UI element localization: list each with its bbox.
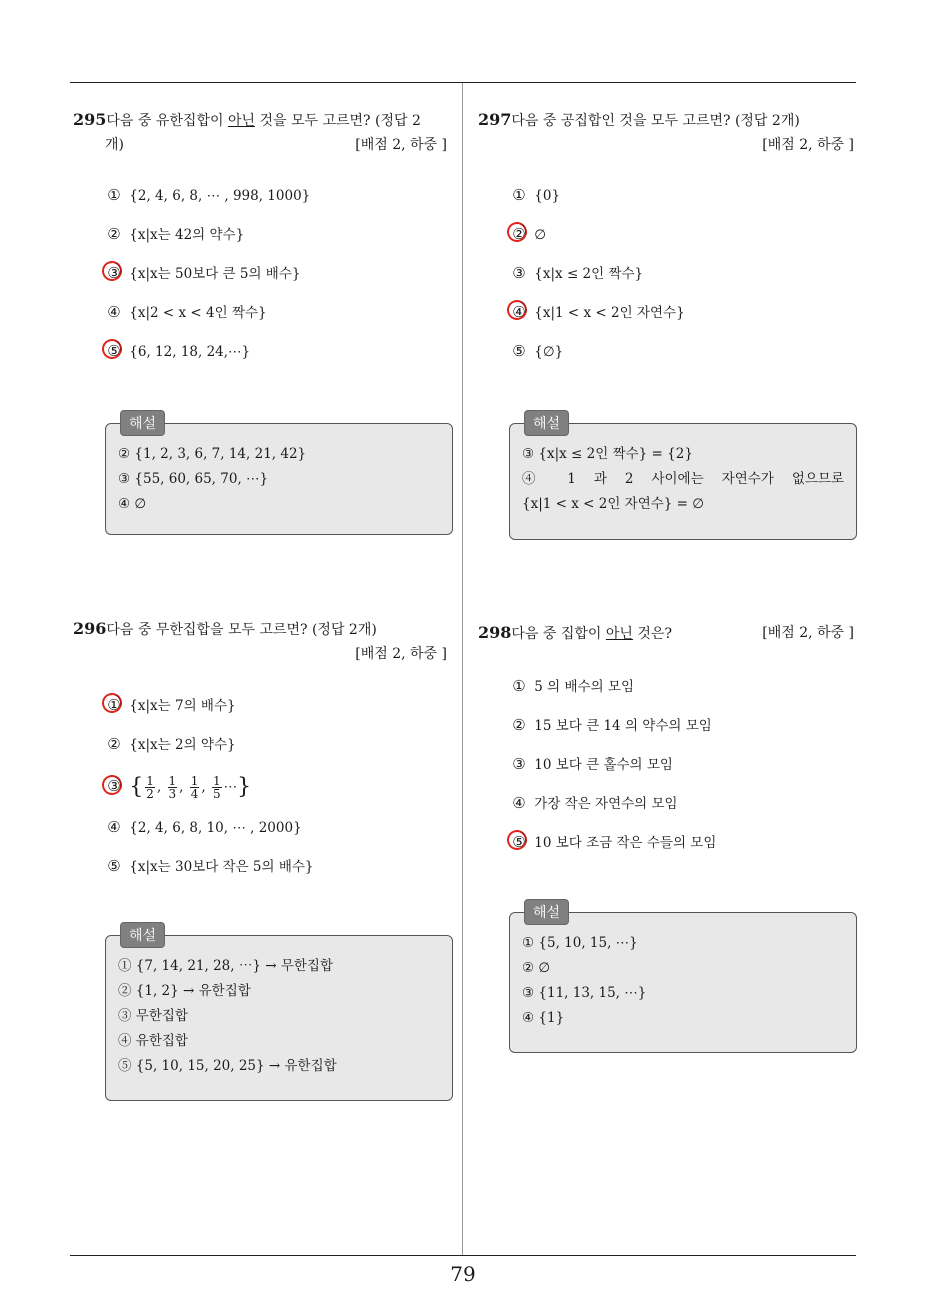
question-298 <box>478 621 854 851</box>
choice-mark-wrap <box>508 221 530 247</box>
question-number: 295 <box>73 110 107 129</box>
answer-circle-icon <box>99 336 126 363</box>
choice-mark-wrap <box>103 338 125 364</box>
ellipsis: ⋯ <box>223 779 238 795</box>
choice-mark-wrap <box>103 260 125 286</box>
page-number: 79 <box>450 1262 476 1286</box>
explanation-line: ① {7, 14, 21, 28, ⋯} → 무한집합 <box>118 958 333 974</box>
choice-2[interactable] <box>508 712 712 738</box>
question-header <box>478 108 854 133</box>
fraction <box>168 775 178 800</box>
choice-mark: ⑤ <box>512 833 526 851</box>
answer-circle-icon <box>504 219 531 246</box>
choice-text: {x|x는 2의 약수} <box>129 737 236 753</box>
explanation-line: ⑤ {5, 10, 15, 20, 25} → 유한집합 <box>118 1058 337 1074</box>
choice-mark: ② <box>107 225 121 243</box>
choice-mark: ④ <box>512 794 526 812</box>
question-text-after: 것은? <box>632 626 672 642</box>
choice-4[interactable] <box>508 790 678 816</box>
numerator: 1 <box>168 774 177 788</box>
numerator: 1 <box>190 774 199 788</box>
choice-text: {x|2 < x < 4인 짝수} <box>129 305 267 321</box>
explanation-line: ③ 무한집합 <box>118 1008 188 1024</box>
choice-5[interactable] <box>508 829 716 855</box>
question-number: 296 <box>73 619 107 638</box>
choice-4[interactable] <box>508 299 685 325</box>
denominator: 3 <box>168 787 177 801</box>
question-number: 298 <box>478 623 512 642</box>
explanation-line: {x|1 < x < 2인 자연수} = ∅ <box>522 496 705 512</box>
choice-5[interactable] <box>103 853 314 879</box>
question-text: 다음 중 유한집합이 <box>106 113 228 129</box>
open-brace: { <box>129 774 144 800</box>
question-meta: [배점 2, 하중 ] <box>762 625 854 641</box>
fraction <box>145 775 155 800</box>
question-text: 다음 중 무한집합을 모두 고르면? (정답 2개) <box>106 622 377 638</box>
choice-mark-wrap <box>103 768 125 804</box>
denominator: 2 <box>146 787 154 801</box>
question-meta: [배점 2, 하중 ] <box>355 137 447 153</box>
numerator: 1 <box>146 774 154 788</box>
answer-circle-icon <box>504 827 531 854</box>
choice-mark-wrap <box>508 299 530 325</box>
choice-mark: ③ <box>512 755 526 773</box>
choice-2[interactable] <box>508 221 546 247</box>
separator: , <box>179 779 184 795</box>
choice-1[interactable] <box>508 182 560 208</box>
choice-1[interactable] <box>508 673 634 699</box>
choice-4[interactable] <box>103 814 302 840</box>
question-text-after: 것을 모두 고르면? (정답 2 <box>255 113 421 129</box>
question-header-line2 <box>73 133 453 157</box>
choice-text: 10 보다 조금 작은 수들의 모임 <box>534 835 717 851</box>
explanation-box-295 <box>105 416 453 535</box>
question-meta: [배점 2, 하중 ] <box>355 646 447 662</box>
explanation-line: ③ {11, 13, 15, ⋯} <box>522 985 647 1001</box>
denominator: 4 <box>190 787 199 801</box>
choice-text: {2, 4, 6, 8, ⋯ , 998, 1000} <box>129 188 311 204</box>
choice-mark: ② <box>512 716 526 734</box>
answer-circle-icon <box>99 690 126 717</box>
explanation-line: ① {5, 10, 15, ⋯} <box>522 935 638 951</box>
separator: , <box>201 779 206 795</box>
choice-mark: ① <box>512 677 526 695</box>
choice-mark: ① <box>107 186 121 204</box>
choice-text: {x|x는 7의 배수} <box>129 698 236 714</box>
fraction <box>190 775 200 800</box>
choice-mark: ⑤ <box>512 342 526 360</box>
bottom-rule <box>70 1255 856 1256</box>
question-text: 다음 중 집합이 <box>511 626 606 642</box>
question-296 <box>73 617 453 875</box>
choice-3[interactable] <box>103 260 300 286</box>
choice-text: {2, 4, 6, 8, 10, ⋯ , 2000} <box>129 820 302 836</box>
choice-text: {x|x는 30보다 작은 5의 배수} <box>129 859 314 875</box>
explanation-line: ④ 유한집합 <box>118 1033 188 1049</box>
choice-text: {x|x는 50보다 큰 5의 배수} <box>129 266 301 282</box>
choice-text: ∅ <box>534 227 547 243</box>
question-text: 다음 중 공집합인 것을 모두 고르면? (정답 2개) <box>511 113 800 129</box>
question-header <box>478 621 854 646</box>
choice-text: {6, 12, 18, 24,⋯} <box>129 344 251 360</box>
choice-5[interactable] <box>103 338 250 364</box>
explanation-line: ③ {x|x ≤ 2인 짝수} = {2} <box>522 446 693 462</box>
explanation-line: ④ ∅ <box>118 496 147 512</box>
choice-3[interactable] <box>508 751 673 777</box>
explanation-label: 해설 <box>524 899 569 925</box>
question-295 <box>73 108 453 360</box>
column-divider <box>462 83 463 1255</box>
explanation-box-297 <box>509 416 857 540</box>
choice-5[interactable] <box>508 338 563 364</box>
question-number: 297 <box>478 110 512 129</box>
choice-mark: ② <box>512 225 526 243</box>
choice-text: {0} <box>534 188 561 204</box>
choice-mark: ③ <box>107 264 121 282</box>
choice-text: {x|1 < x < 2인 자연수} <box>534 305 685 321</box>
choice-mark: ④ <box>107 818 121 836</box>
choice-mark: ① <box>107 696 121 714</box>
choice-text: {x|x는 42의 약수} <box>129 227 245 243</box>
denominator: 5 <box>213 787 221 801</box>
choice-mark: ② <box>107 735 121 753</box>
choice-text: 가장 작은 자연수의 모임 <box>534 796 678 812</box>
explanation-label: 해설 <box>120 410 165 436</box>
answer-circle-icon <box>99 258 126 285</box>
choice-4[interactable] <box>103 299 267 325</box>
top-rule <box>70 82 856 83</box>
separator: , <box>156 779 162 795</box>
choice-mark: ④ <box>107 303 121 321</box>
choice-mark: ⑤ <box>107 857 121 875</box>
explanation-line: ② {1, 2, 3, 6, 7, 14, 21, 42} <box>118 446 307 462</box>
choice-text: {∅} <box>534 344 564 360</box>
answer-circle-icon <box>99 772 126 799</box>
choice-mark: ③ <box>512 264 526 282</box>
explanation-box-296 <box>105 928 453 1101</box>
answer-circle-icon <box>504 297 531 324</box>
choice-mark: ⑤ <box>107 342 121 360</box>
choice-mark: ④ <box>512 303 526 321</box>
explanation-line: ② ∅ <box>522 960 551 976</box>
question-text-line2: 개) <box>105 137 124 153</box>
choice-mark-wrap <box>103 692 125 718</box>
question-297 <box>478 108 854 360</box>
choice-3[interactable] <box>103 768 251 804</box>
choice-text: {x|x ≤ 2인 짝수} <box>534 266 644 282</box>
choice-mark-wrap <box>508 829 530 855</box>
question-emphasis: 아닌 <box>227 113 256 129</box>
choice-2[interactable] <box>103 221 244 247</box>
question-meta: [배점 2, 하중 ] <box>762 137 854 153</box>
explanation-line: ② {1, 2} → 유한집합 <box>118 983 251 999</box>
explanation-line: ③ {55, 60, 65, 70, ⋯} <box>118 471 269 487</box>
question-emphasis: 아닌 <box>605 626 633 642</box>
explanation-label: 해설 <box>524 410 569 436</box>
choice-mark: ① <box>512 186 526 204</box>
explanation-line: ④ {1} <box>522 1010 565 1026</box>
question-header <box>73 108 453 133</box>
choice-text: 15 보다 큰 14 의 약수의 모임 <box>534 718 712 734</box>
choice-3[interactable] <box>508 260 643 286</box>
question-header <box>73 617 453 642</box>
explanation-line: ④ 1 과 2 사이에는 자연수가 없으므로 <box>522 471 844 487</box>
explanation-box-298 <box>509 905 857 1053</box>
choice-text: 10 보다 큰 홀수의 모임 <box>534 757 673 773</box>
fraction <box>212 775 222 800</box>
close-brace: } <box>237 774 252 800</box>
choice-mark: ③ <box>107 777 121 795</box>
choice-1[interactable] <box>103 692 236 718</box>
choice-2[interactable] <box>103 731 236 757</box>
choice-text: 5 의 배수의 모임 <box>534 679 635 695</box>
explanation-label: 해설 <box>120 922 165 948</box>
choice-1[interactable] <box>103 182 310 208</box>
numerator: 1 <box>213 774 221 788</box>
